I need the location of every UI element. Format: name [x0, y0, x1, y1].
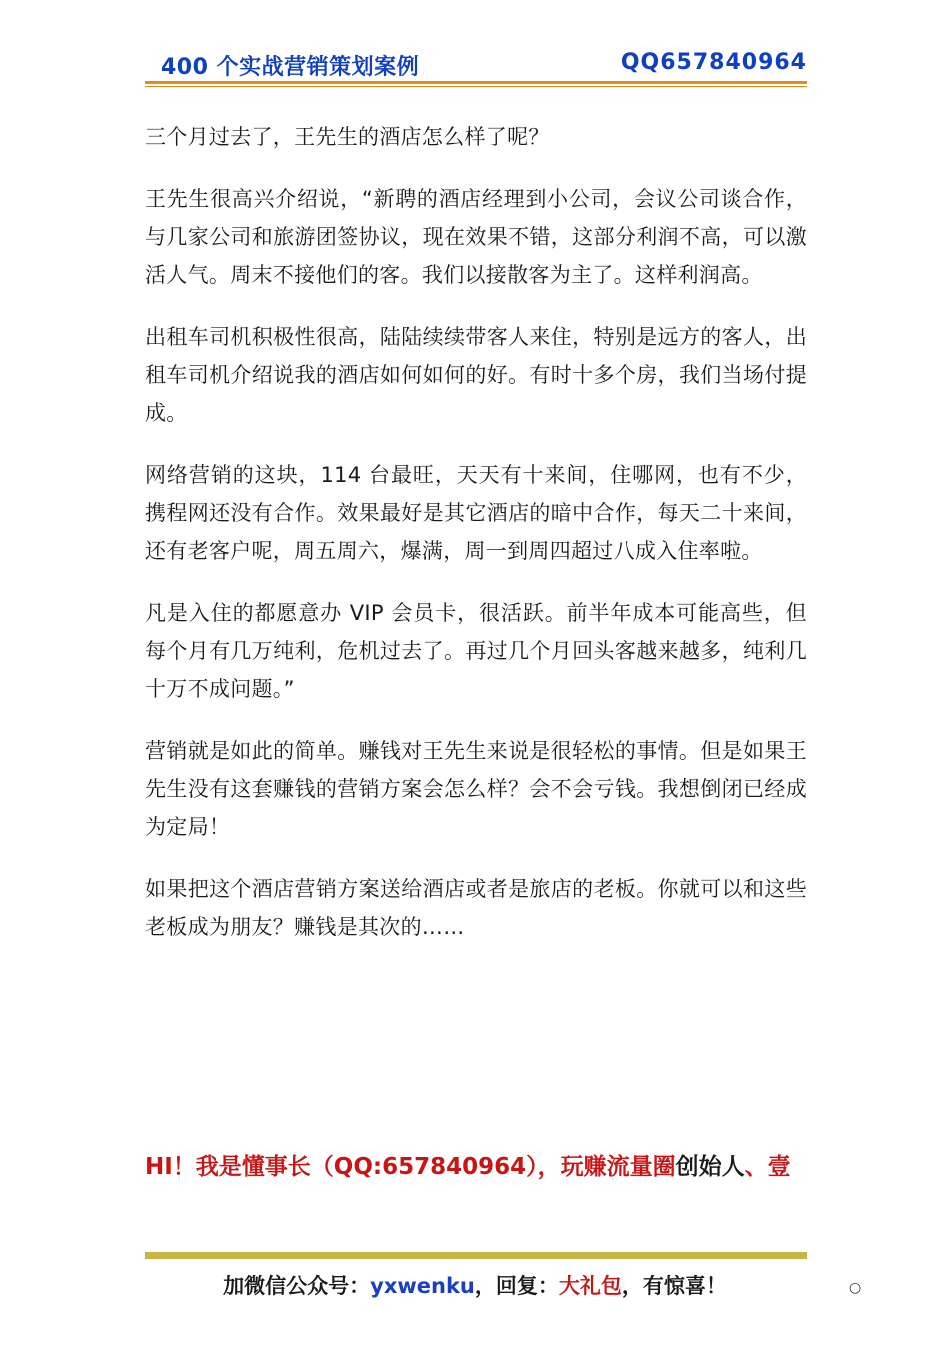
page-header: [145, 50, 807, 80]
promo-banner: [145, 1150, 935, 1184]
header-divider-thin: [145, 86, 807, 87]
paragraph: 王先生很高兴介绍说，“新聘的酒店经理到小公司，会议公司谈合作，与几家公司和旅游团签协议，现在效果不错，这部分利润不高，可以激活人气。周末不接他们的客。我们以接散客为主了。这样利润高。: [145, 187, 807, 287]
paragraph: 营销就是如此的简单。赚钱对王先生来说是很轻松的事情。但是如果王先生没有这套赚钱的营销方案会怎么样？会不会亏钱。我想倒闭已经成为定局！: [145, 739, 807, 839]
promo-brand: 玩赚流量圈: [560, 1154, 676, 1180]
header-divider: [145, 81, 807, 84]
footer-prefix: 加微信公众号：: [223, 1274, 371, 1298]
footer-account: yxwenku: [370, 1274, 475, 1298]
paragraph: 三个月过去了，王先生的酒店怎么样了呢？: [145, 125, 550, 149]
footer-keyword: 大礼包: [558, 1274, 622, 1298]
footer-middle: ，回复：: [474, 1274, 559, 1298]
paragraph: 如果把这个酒店营销方案送给酒店或者是旅店的老板。你就可以和这些老板成为朋友？赚钱是其次的……: [145, 877, 807, 939]
promo-greeting: HI！我是懂事长（QQ:657840964），: [145, 1154, 561, 1180]
header-qq: QQ657840964: [620, 50, 807, 75]
promo-role: 创始人: [675, 1154, 745, 1180]
footer-divider: [145, 1252, 807, 1259]
page-mark: ○: [849, 1280, 862, 1296]
header-title: 400 个实战营销策划案例: [161, 55, 420, 80]
paragraph: 网络营销的这块，114 台最旺，天天有十来间，住哪网，也有不少，携程网还没有合作。效果最好是其它酒店的暗中合作，每天二十来间，还有老客户呢，周五周六，爆满，周一到周四超过八成入住率啦。: [145, 463, 807, 563]
article-body: [145, 118, 807, 970]
paragraph: 凡是入住的都愿意办 VIP 会员卡，很活跃。前半年成本可能高些，但每个月有几万纯利，危机过去了。再过几个月回头客越来越多，纯利几十万不成问题。”: [145, 601, 807, 701]
footer-suffix: ，有惊喜！: [621, 1274, 727, 1298]
paragraph: 出租车司机积极性很高，陆陆续续带客人来住，特别是远方的客人，出租车司机介绍说我的酒店如何如何的好。有时十多个房，我们当场付提成。: [145, 325, 807, 425]
footer-cta: [0, 1270, 950, 1300]
promo-continuation: 、壹: [744, 1154, 791, 1180]
